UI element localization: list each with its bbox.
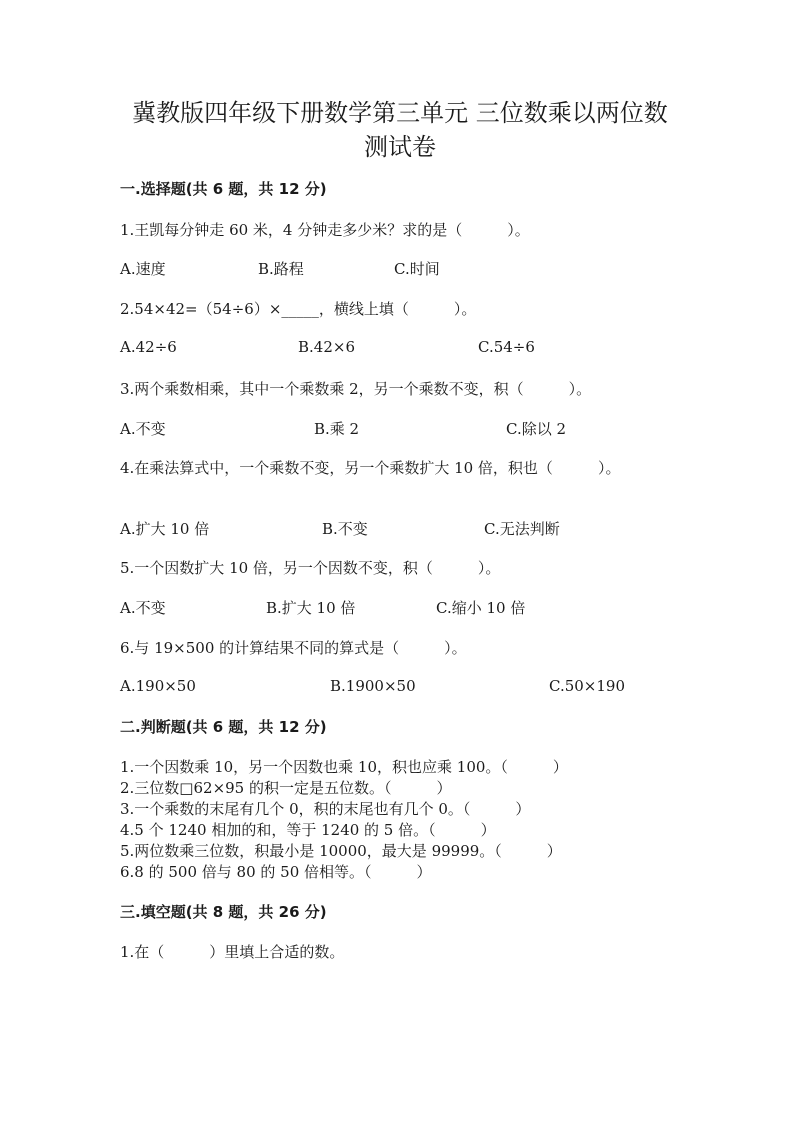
question-text: 1.王凯每分钟走 60 米，4 分钟走多少米？求的是（ ）。 xyxy=(120,221,530,239)
option-b: B.路程 xyxy=(258,260,304,278)
true-false-item: 1.一个因数乘 10，另一个因数也乘 10，积也应乘 100。（ ） xyxy=(120,758,568,776)
option-a: A.扩大 10 倍 xyxy=(120,520,210,538)
page-title: 冀教版四年级下册数学第三单元 三位数乘以两位数 xyxy=(132,99,668,127)
true-false-item: 3.一个乘数的末尾有几个 0，积的末尾也有几个 0。（ ） xyxy=(120,800,531,818)
option-a: A.速度 xyxy=(120,260,166,278)
option-b: B.乘 2 xyxy=(314,420,360,438)
option-c: C.时间 xyxy=(394,260,440,278)
section-heading-true-false: 二.判断题(共 6 题，共 12 分) xyxy=(120,718,327,736)
option-c: C.50×190 xyxy=(549,677,625,695)
option-b: B.不变 xyxy=(322,520,368,538)
section-heading-fill-in: 三.填空题(共 8 题，共 26 分) xyxy=(120,903,327,921)
true-false-item: 5.两位数乘三位数，积最小是 10000，最大是 99999。（ ） xyxy=(120,842,562,860)
option-c: C.除以 2 xyxy=(506,420,567,438)
true-false-item: 6.8 的 500 倍与 80 的 50 倍相等。（ ） xyxy=(120,863,432,881)
section-heading-choice: 一.选择题(共 6 题，共 12 分) xyxy=(120,180,327,198)
question-text: 3.两个乘数相乘，其中一个乘数乘 2，另一个乘数不变，积（ ）。 xyxy=(120,380,592,398)
option-c: C.缩小 10 倍 xyxy=(436,599,526,617)
question-text: 6.与 19×500 的计算结果不同的算式是（ ）。 xyxy=(120,639,467,657)
true-false-item: 4.5 个 1240 相加的和，等于 1240 的 5 倍。（ ） xyxy=(120,821,496,839)
question-text: 5.一个因数扩大 10 倍，另一个因数不变，积（ ）。 xyxy=(120,559,501,577)
option-c: C.54÷6 xyxy=(478,338,535,356)
true-false-item: 2.三位数□62×95 的积一定是五位数。（ ） xyxy=(120,779,452,797)
option-a: A.不变 xyxy=(120,599,166,617)
option-b: B.扩大 10 倍 xyxy=(266,599,356,617)
option-c: C.无法判断 xyxy=(484,520,560,538)
fill-in-item: 1.在（ ）里填上合适的数。 xyxy=(120,943,345,961)
option-a: A.190×50 xyxy=(120,677,196,695)
option-a: A.不变 xyxy=(120,420,166,438)
question-text: 4.在乘法算式中，一个乘数不变，另一个乘数扩大 10 倍，积也（ ）。 xyxy=(120,459,621,477)
page-title-continued: 测试卷 xyxy=(364,133,436,161)
option-b: B.42×6 xyxy=(298,338,355,356)
option-b: B.1900×50 xyxy=(330,677,416,695)
option-a: A.42÷6 xyxy=(120,338,177,356)
question-text: 2.54×42=（54÷6）×_____，横线上填（ ）。 xyxy=(120,300,477,318)
